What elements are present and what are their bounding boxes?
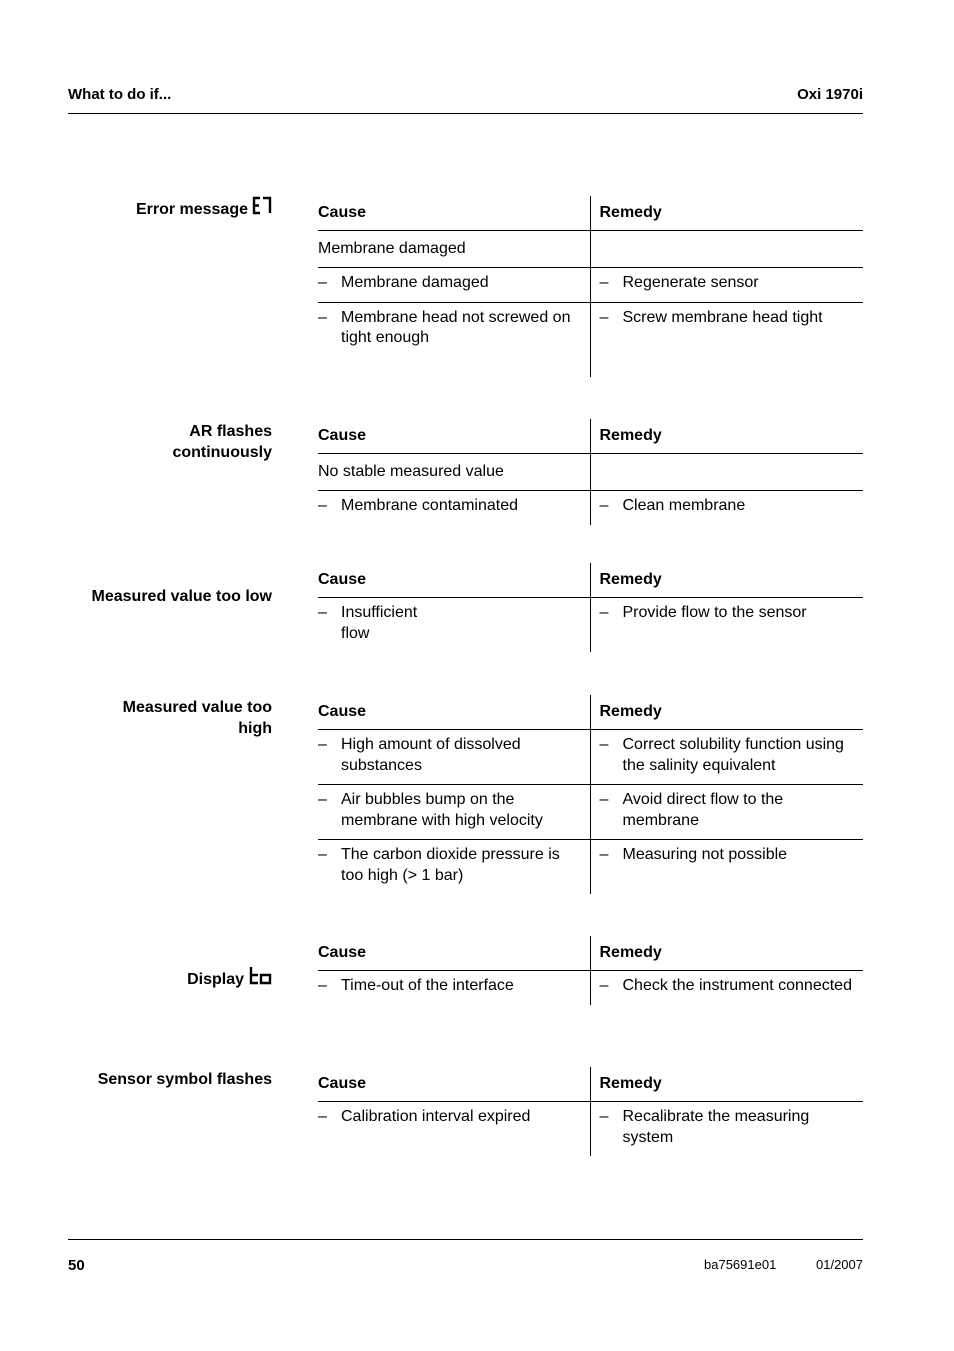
remedy-cell: Correct solubility function using the salinity equivalent bbox=[622, 736, 844, 774]
cause-remedy-table bbox=[318, 419, 863, 525]
table-row: – Insufficient flow – Provide flow to the sensor bbox=[318, 598, 863, 653]
cause-summary: No stable measured value bbox=[318, 454, 590, 491]
remedy-cell: Clean membrane bbox=[622, 497, 746, 514]
remedy-header: Remedy bbox=[590, 563, 863, 598]
cause-cell: Membrane damaged bbox=[341, 274, 489, 291]
cause-remedy-table bbox=[318, 695, 863, 894]
table-row: – Membrane damaged – Regenerate sensor bbox=[318, 268, 863, 303]
cause-header: Cause bbox=[318, 1067, 590, 1102]
cause-header: Cause bbox=[318, 936, 590, 971]
table-row: – The carbon dioxide pressure is too high (> 1 bar) – Measuring not possible bbox=[318, 840, 863, 895]
remedy-cell: Measuring not possible bbox=[622, 846, 788, 863]
remedy-header: Remedy bbox=[590, 196, 863, 231]
section-label: Measured value too low bbox=[91, 588, 272, 605]
cause-summary: Membrane damaged bbox=[318, 231, 590, 268]
table-row: – Membrane head not screwed on tight enough – Screw membrane head tight bbox=[318, 302, 863, 377]
remedy-cell: Screw membrane head tight bbox=[622, 308, 823, 326]
section-label: Error message bbox=[32, 196, 272, 220]
table-row: – Air bubbles bump on the membrane with high velocity – Avoid direct flow to the membrane bbox=[318, 785, 863, 840]
table-row: – High amount of dissolved substances – Correct solubility function using the salinity equivalent bbox=[318, 730, 863, 785]
cause-cell: Insufficient flow bbox=[341, 604, 418, 642]
section-label: Measured value too high bbox=[122, 699, 272, 737]
cause-cell: Air bubbles bump on the membrane with high velocity bbox=[341, 791, 543, 829]
cause-cell: Membrane contaminated bbox=[341, 497, 518, 514]
cause-header: Cause bbox=[318, 563, 590, 598]
remedy-header: Remedy bbox=[590, 1067, 863, 1102]
remedy-cell: Regenerate sensor bbox=[622, 274, 759, 291]
header-product-name: Oxi 1970i bbox=[797, 86, 863, 103]
cause-header: Cause bbox=[318, 196, 590, 231]
to-lcd-icon bbox=[248, 966, 272, 986]
header-section-title: What to do if... bbox=[68, 86, 172, 103]
remedy-cell: Recalibrate the measuring system bbox=[622, 1108, 810, 1146]
cause-remedy-table bbox=[318, 563, 863, 652]
table-row: – Time-out of the interface – Check the instrument connected bbox=[318, 971, 863, 1005]
table-row: – Membrane contaminated – Clean membrane bbox=[318, 491, 863, 525]
remedy-header: Remedy bbox=[590, 695, 863, 730]
cause-header: Cause bbox=[318, 695, 590, 730]
remedy-cell: Provide flow to the sensor bbox=[622, 604, 807, 621]
section-label: Display bbox=[32, 966, 272, 990]
remedy-header: Remedy bbox=[590, 419, 863, 454]
table-row bbox=[318, 231, 863, 268]
cause-remedy-table bbox=[318, 196, 863, 377]
remedy-cell: Check the instrument connected bbox=[622, 977, 852, 994]
table-row: – Calibration interval expired – Recalibrate the measuring system bbox=[318, 1102, 863, 1157]
cause-cell: Time-out of the interface bbox=[341, 977, 514, 994]
footer-rule bbox=[68, 1239, 863, 1240]
e7-lcd-icon bbox=[252, 196, 272, 216]
cause-cell: The carbon dioxide pressure is too high (> 1 bar) bbox=[341, 846, 560, 884]
cause-remedy-table bbox=[318, 1067, 863, 1156]
cause-remedy-table bbox=[318, 936, 863, 1005]
section-label: AR flashes continuously bbox=[172, 423, 272, 461]
remedy-header: Remedy bbox=[590, 936, 863, 971]
section-label: Sensor symbol flashes bbox=[97, 1071, 272, 1088]
cause-cell: Calibration interval expired bbox=[341, 1108, 531, 1125]
page-number: 50 bbox=[68, 1257, 85, 1274]
cause-cell: High amount of dissolved substances bbox=[341, 736, 521, 774]
header-rule bbox=[68, 113, 863, 114]
cause-header: Cause bbox=[318, 419, 590, 454]
document-date: 01/2007 bbox=[816, 1257, 863, 1272]
table-row bbox=[318, 454, 863, 491]
cause-cell: Membrane head not screwed on tight enough bbox=[341, 308, 571, 346]
document-id: ba75691e01 bbox=[704, 1257, 777, 1272]
remedy-cell: Avoid direct flow to the membrane bbox=[622, 791, 784, 829]
